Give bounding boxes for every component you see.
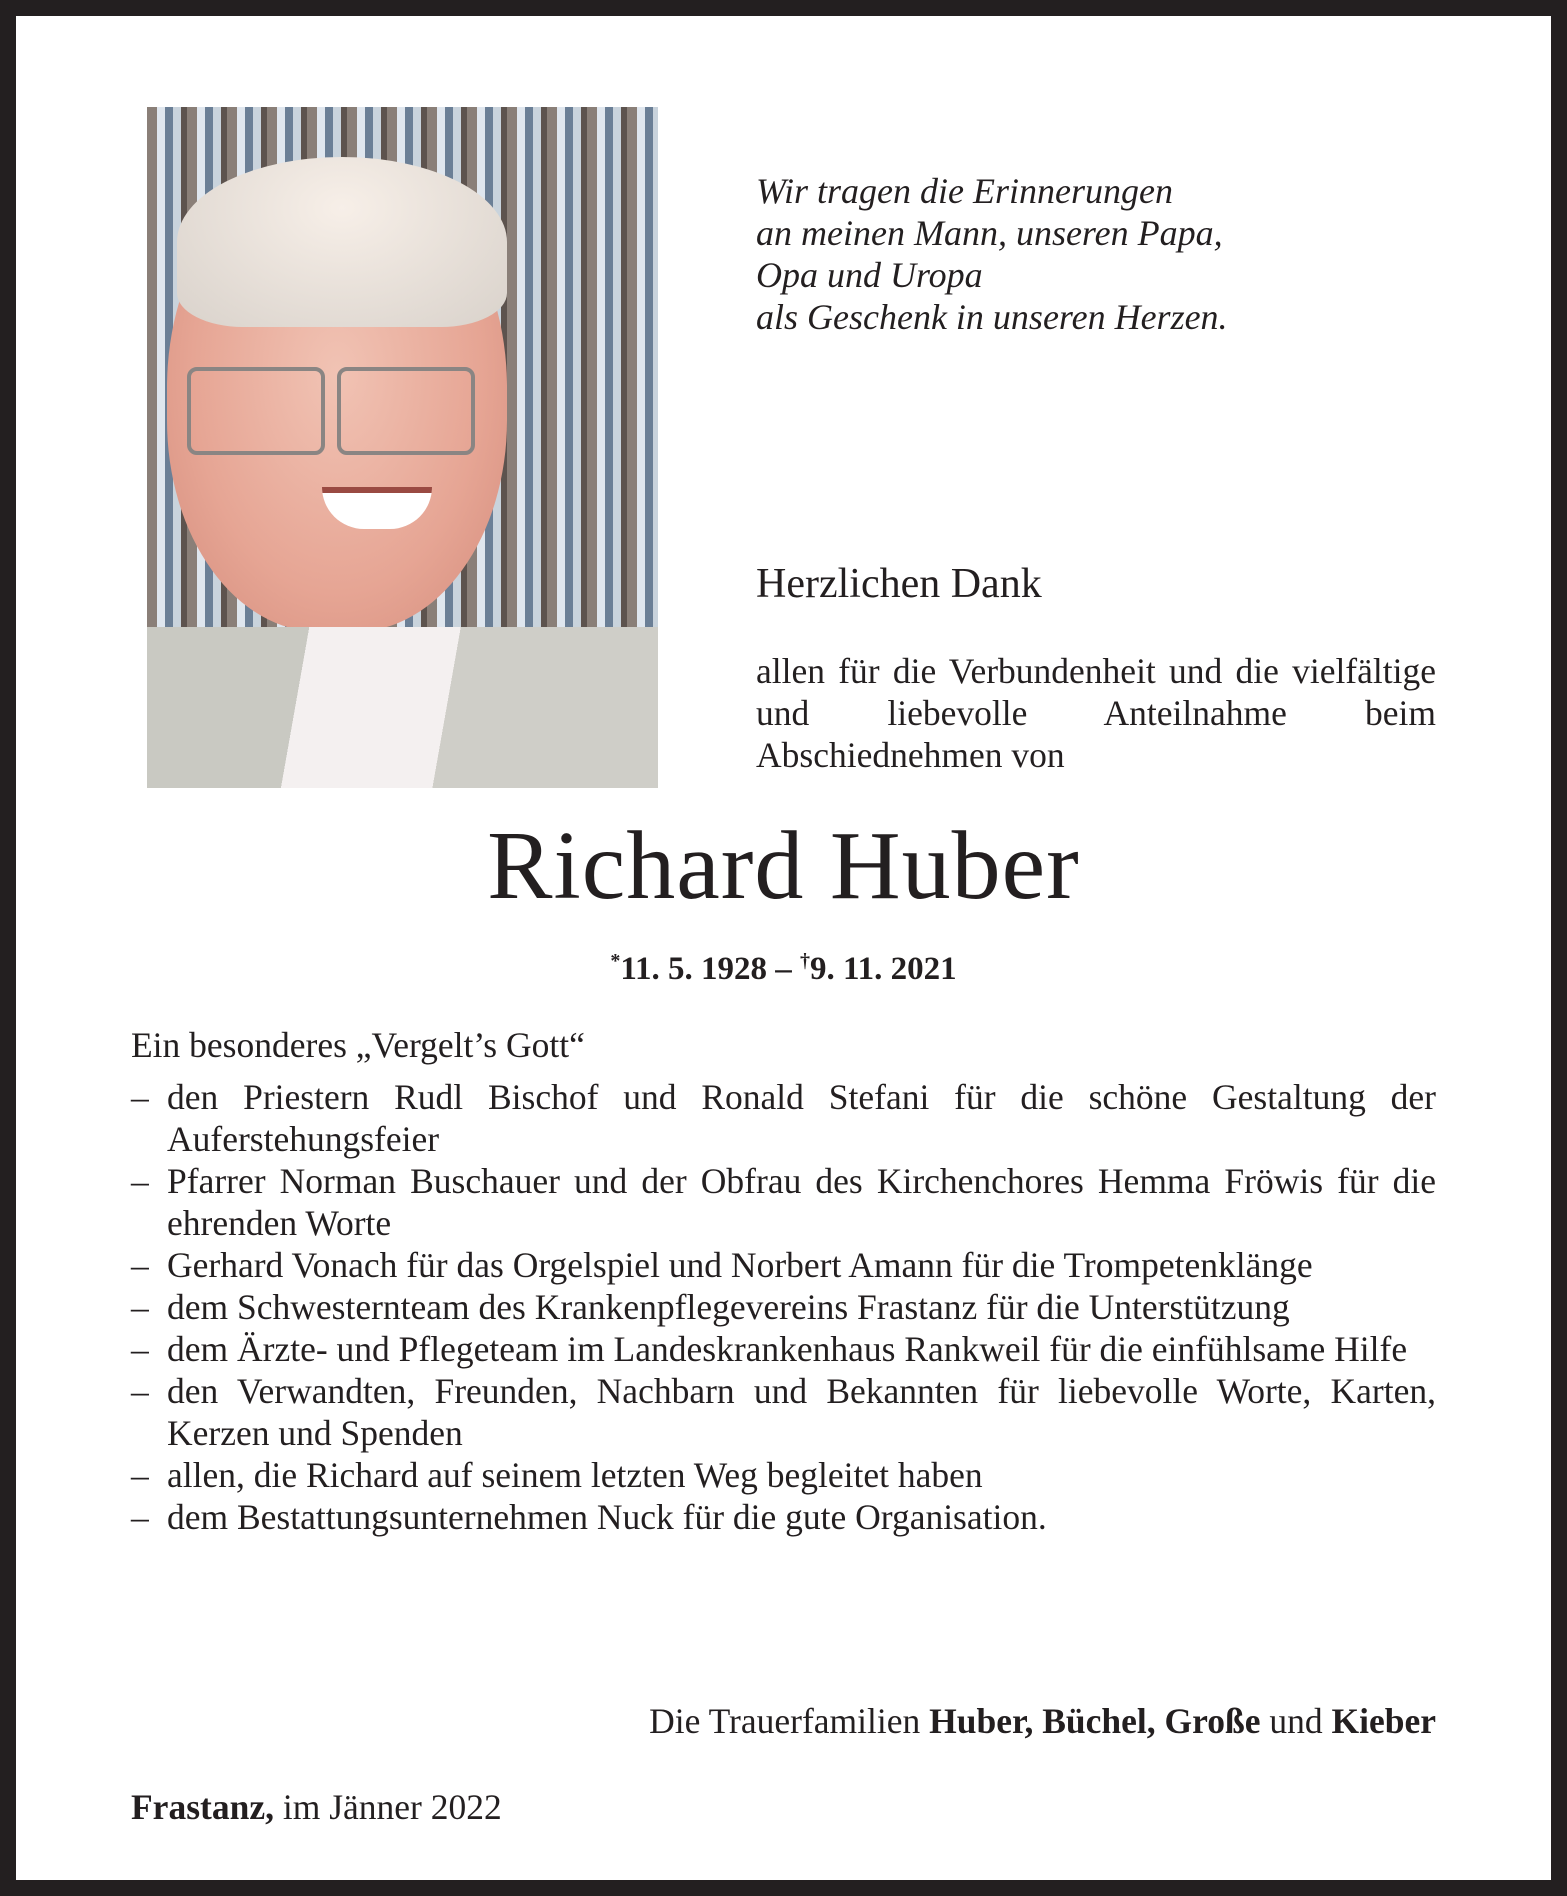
list-item: – Gerhard Vonach für das Orgelspiel und Norbert Amann für die Trompetenklänge [131, 1245, 1313, 1285]
acknowledgement-lead: Ein besonderes „Vergelt’s Gott“ [131, 1025, 585, 1065]
list-item: – allen, die Richard auf seinem letzten Weg begleitet haben [131, 1455, 983, 1495]
portrait-photo [147, 107, 658, 788]
list-item: – dem Schwesternteam des Krankenpflegevereins Frastanz für die Unterstützung [131, 1287, 1290, 1327]
memorial-quote: Wir tragen die Erinnerungen an meinen Mann, unseren Papa, Opa und Uropa als Geschenk in unseren Herzen. [756, 171, 1228, 337]
list-item: – den Priestern Rudl Bischof und Ronald Stefani für die schöne Gestaltung der Auferstehungsfeier [131, 1077, 1436, 1159]
life-dates: *11. 5. 1928 – †9. 11. 2021 [610, 950, 957, 987]
list-item: – dem Bestattungsunternehmen Nuck für die gute Organisation. [131, 1497, 1047, 1537]
place-date: Frastanz, im Jänner 2022 [131, 1787, 502, 1827]
acknowledgement-list [131, 1076, 1436, 1538]
deceased-name: Richard Huber [487, 812, 1080, 920]
list-item: – dem Ärzte- und Pflegeteam im Landeskrankenhaus Rankweil für die einfühlsame Hilfe [131, 1329, 1408, 1369]
family-signature: Die Trauerfamilien Huber, Büchel, Große und Kieber [649, 1701, 1436, 1741]
thanks-heading: Herzlichen Dank [756, 561, 1042, 607]
list-item: – Pfarrer Norman Buschauer und der Obfrau des Kirchenchores Hemma Fröwis für die ehrenden Worte [131, 1161, 1436, 1243]
thanks-intro: allen für die Verbundenheit und die vielfältige und liebevolle Anteilnahme beim Abschiednehmen von [756, 651, 1436, 775]
list-item: – den Verwandten, Freunden, Nachbarn und Bekannten für liebevolle Worte, Karten, Kerzen und Spenden [131, 1371, 1436, 1453]
